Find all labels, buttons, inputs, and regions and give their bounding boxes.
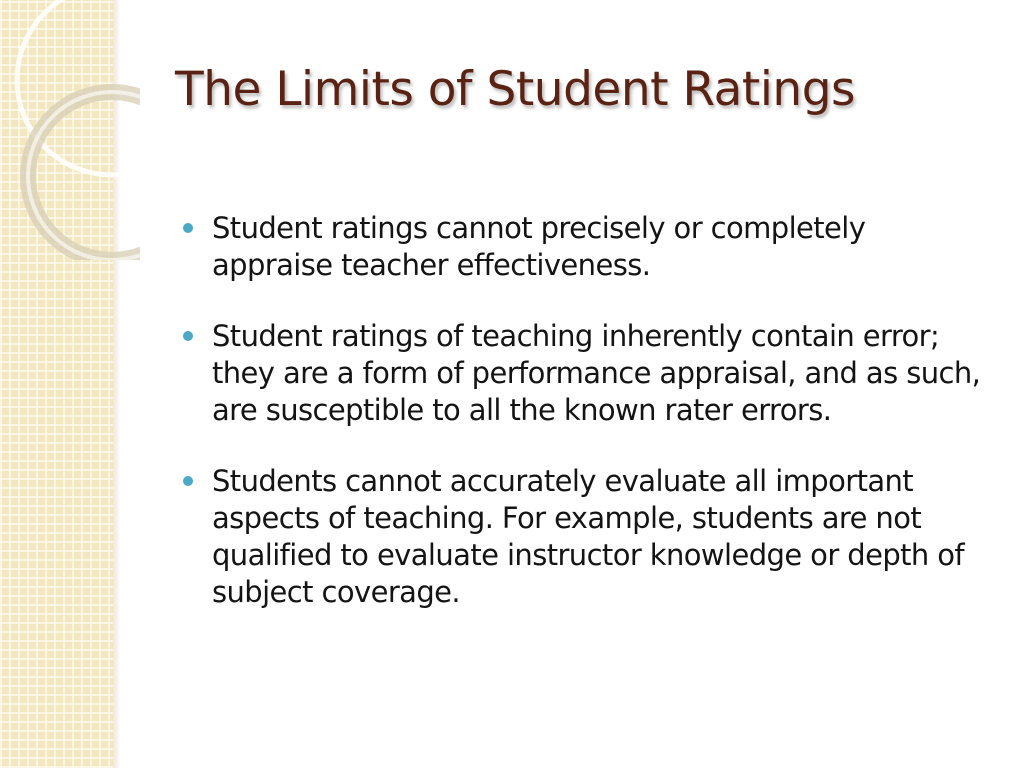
bullet-item	[183, 318, 993, 429]
bullet-text: Students cannot accurately evaluate all important aspects of teaching. For example, students are not qualified to evaluate instructor knowledge or depth of subject coverage.	[212, 464, 965, 609]
bullet-dot-icon	[183, 476, 193, 486]
bullet-text: Student ratings cannot precisely or completely appraise teacher effectiveness.	[212, 211, 866, 282]
bullet-list	[183, 210, 993, 645]
bullet-item	[183, 463, 993, 611]
bullet-dot-icon	[183, 223, 193, 233]
bullet-text: Student ratings of teaching inherently contain error; they are a form of performance appraisal, and as such, are susceptible to all the known rater errors.	[212, 319, 981, 427]
slide-title: The Limits of Student Ratings	[175, 62, 856, 117]
decorative-rings	[0, 0, 140, 260]
bullet-item	[183, 210, 993, 284]
bullet-dot-icon	[183, 331, 193, 341]
